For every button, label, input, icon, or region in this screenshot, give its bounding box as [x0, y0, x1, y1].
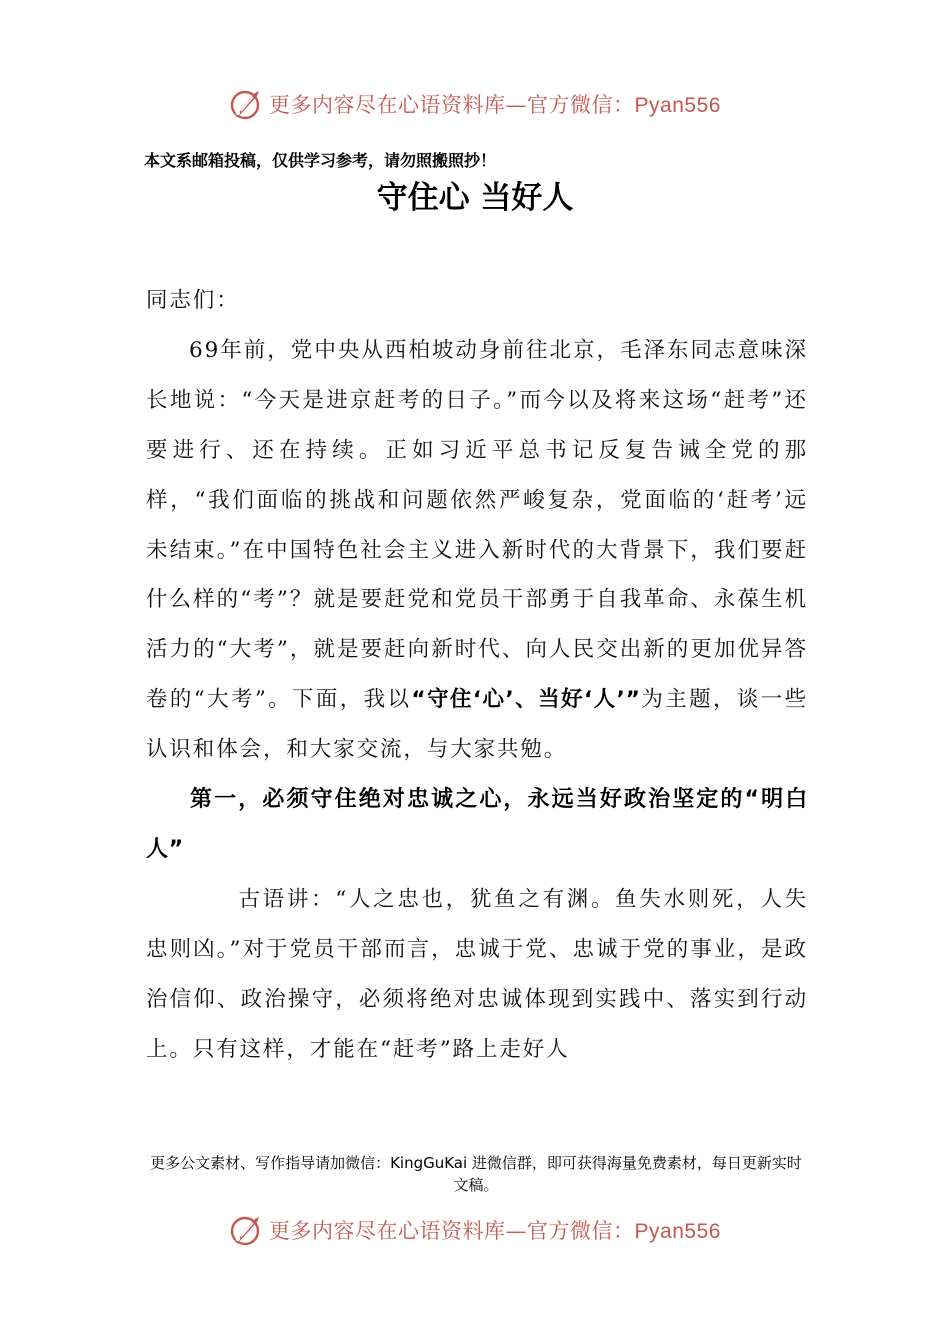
theme-emphasis: “守住‘心’、当好‘人’” — [411, 687, 641, 713]
section-heading-1: 第一，必须守住绝对忠诚之心，永远当好政治坚定的“明白人” — [146, 787, 808, 862]
quill-logo-icon — [229, 87, 263, 121]
disclaimer: 本文系邮箱投稿，仅供学习参考，请勿照搬照抄！ — [144, 151, 497, 170]
banner-text: 更多内容尽在心语资料库—官方微信：Pyan556 — [269, 93, 721, 117]
paragraph-intro: 69年前，党中央从西柏坡动身前往北京，毛泽东同志意味深长地说：“今天是进京赶考的日子。”而今以及将来这场“赶考”还要进行、还在持续。正如习近平总书记反复告诫全党的那样，“我们面临的挑战和问题依然严峻复杂，党面临的‘赶考’远未结束。”在中国特色社会主义进入新时代的大背景下，我们要赶什么样的“考”？就是要赶党和党员干部勇于自我革命、永葆生机活力的“大考”，就是要赶向新时代、向人民交出新的更加优异答卷的“大考”。下面，我以“守住‘心’、当好‘人’”为主题，谈一些认识和体会，和大家交流，与大家共勉。 — [146, 337, 808, 763]
footer-note: 更多公文素材、写作指导请加微信：KingGuKai 进微信群，即可获得海量免费素材，每日更新实时文稿。 — [150, 1154, 802, 1194]
paragraph-section-1: 古语讲：“人之忠也，犹鱼之有渊。鱼失水则死，人失忠则凶。”对于党员干部而言，忠诚于党、忠诚于党的事业，是政治信仰、政治操守，必须将绝对忠诚体现到实践中、落实到行动上。只有这样，才能在“赶考”路上走好人 — [146, 886, 808, 1062]
page-title: 守住心 当好人 — [376, 180, 574, 216]
top-banner — [0, 80, 950, 128]
banner-text: 更多内容尽在心语资料库—官方微信：Pyan556 — [269, 1219, 721, 1243]
salutation: 同志们： — [146, 288, 240, 313]
quill-logo-icon — [229, 1213, 263, 1247]
article-body — [146, 276, 808, 1075]
bottom-banner — [0, 1206, 950, 1254]
